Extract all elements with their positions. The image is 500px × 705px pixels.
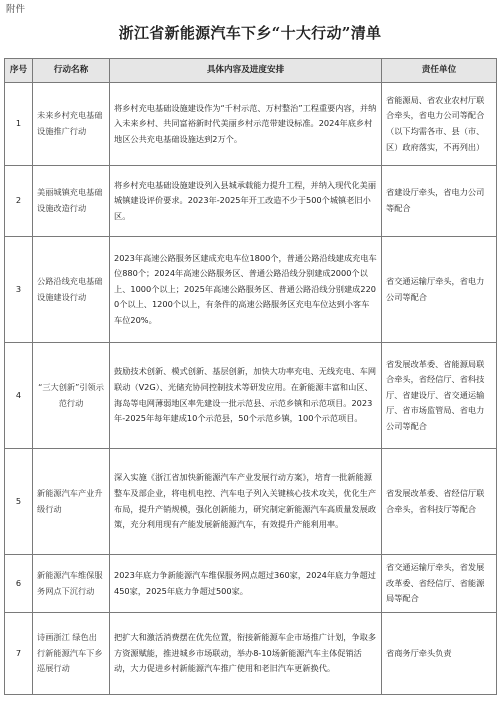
row-action-name: “三大创新”引领示范行动 [33,343,110,449]
table-row [5,343,497,449]
row-seq: 5 [5,449,33,555]
row-content: 深入实施《浙江省加快新能源汽车产业发展行动方案》，培育一批新能源整车及部企业，将电机电控、汽车电子列入关键核心技术攻关，优化生产布局，提升产销规模，强化创新能力，研究制定新能源汽车高质量发展政策，充分利用现有产能发展新能源汽车，有效提升产能利用率。 [110,449,382,555]
table-row [5,555,497,613]
row-action-name: 新能源汽车维保服务网点下沉行动 [33,555,110,613]
table-row [5,166,497,237]
row-content: 将乡村充电基础设施建设作为“千村示范、万村整治”工程重要内容，并纳入未来乡村、共同富裕新时代美丽乡村示范带建设标准。2024年底乡村地区公共充电基础设施达到2万个。 [110,83,382,166]
table-row [5,83,497,166]
row-content: 鼓励技术创新、模式创新、基层创新，加快大功率充电、无线充电、车网联动（V2G）、光储充协同控制技术等研发应用。在新能源丰富和山区、海岛等电网薄弱地区率先建设一批示范县、示范乡镇和示范项目。2023年-2025年每年建成10个示范县，50个示范乡镇，100个示范项目。 [110,343,382,449]
row-seq: 3 [5,237,33,343]
row-seq: 2 [5,166,33,237]
row-seq: 7 [5,613,33,695]
table-row [5,449,497,555]
row-seq: 1 [5,83,33,166]
row-seq: 4 [5,343,33,449]
header-seq: 序号 [5,59,33,83]
row-seq: 6 [5,555,33,613]
row-action-name: 公路沿线充电基础设施建设行动 [33,237,110,343]
row-action-name: 未来乡村充电基础设施推广行动 [33,83,110,166]
table-header-row [5,59,497,83]
row-responsible-unit: 省发展改革委、省经信厅联合牵头，省科技厅等配合 [382,449,497,555]
row-responsible-unit: 省发展改革委、省能源局联合牵头，省经信厅、省科技厅、省建设厅、省交通运输厅、省市场监管局、省电力公司等配合 [382,343,497,449]
row-content: 将乡村充电基础设施建设列入县城承载能力提升工程，并纳入现代化美丽城镇建设评价要求。2023年-2025年开工改造不少于500个城镇老旧小区。 [110,166,382,237]
row-responsible-unit: 省建设厅牵头，省电力公司等配合 [382,166,497,237]
row-responsible-unit: 省交通运输厅牵头，省电力公司等配合 [382,237,497,343]
row-responsible-unit: 省交通运输厅牵头，省发展改革委、省经信厅、省能源局等配合 [382,555,497,613]
row-content: 把扩大和激活消费摆在优先位置，衔接新能源车企市场推广计划，争取多方资源赋能，推进城乡市场联动，举办8-10场新能源汽车主体促销活动，大力促进乡村新能源汽车推广使用和老旧汽车更新换代。 [110,613,382,695]
document-title: 浙江省新能源汽车下乡“十大行动”清单 [118,24,382,42]
row-responsible-unit: 省商务厅牵头负责 [382,613,497,695]
header-responsible-unit: 责任单位 [382,59,497,83]
table-row [5,237,497,343]
row-content: 2023年底力争新能源汽车维保服务网点超过360家，2024年底力争超过450家，2025年底力争超过500家。 [110,555,382,613]
header-content: 具体内容及进度安排 [110,59,382,83]
row-responsible-unit: 省能源局、省农业农村厅联合牵头，省电力公司等配合（以下均需各市、县（市、区）政府落实，不再列出） [382,83,497,166]
row-action-name: 美丽城镇充电基础设施改造行动 [33,166,110,237]
row-action-name: 新能源汽车产业升级行动 [33,449,110,555]
row-action-name: 诗画浙江 绿色出行新能源汽车下乡巡展行动 [33,613,110,695]
row-content: 2023年高速公路服务区建成充电车位1800个，普通公路沿线建成充电车位880个；2024年高速公路服务区、普通公路沿线分别建成2000个以上、1000个以上；2025年高速公路服务区、普通公路沿线分别建成2200个以上、1200个以上，有条件的高速公路服务区充电车位达到小客车车位20%。 [110,237,382,343]
table-row [5,613,497,695]
action-list-table [4,58,497,695]
annex-label: 附件 [6,4,26,15]
header-action-name: 行动名称 [33,59,110,83]
